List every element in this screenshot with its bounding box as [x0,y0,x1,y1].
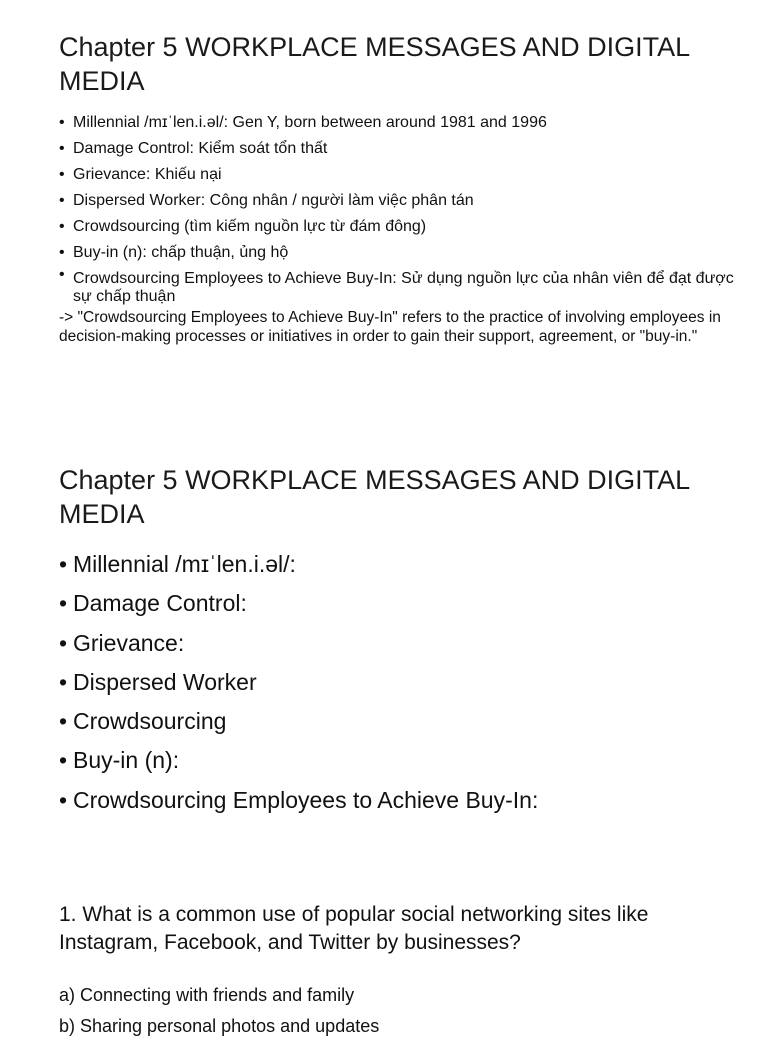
slide-2-title: Chapter 5 WORKPLACE MESSAGES AND DIGITAL MEDIA [59,465,690,529]
bullet-item: • Millennial /mɪˈlen.i.əl/: Gen Y, born between around 1981 and 1996 [59,110,748,136]
bullet-item: • Crowdsourcing (tìm kiếm nguồn lực từ đám đông) [59,214,748,240]
bullet-item: • Buy-in (n): [59,741,748,780]
slide-2 [59,463,748,820]
slide-1 [59,30,748,362]
bullet-item: • Dispersed Worker [59,663,748,702]
answer-option: a) Connecting with friends and family [59,985,355,1005]
bullet-item: • Crowdsourcing Employees to Achieve Buy-In: [59,781,748,820]
bullet-item: • Buy-in (n): chấp thuận, ủng hộ [59,240,748,266]
bullet-item: • Millennial /mɪˈlen.i.əl/: [59,545,748,584]
bullet-item: • Damage Control: [59,584,748,623]
bullet-item: • Crowdsourcing Employees to Achieve Buy-In: Sử dụng nguồn lực của nhân viên để đạt được sự chấp thuận [59,266,748,306]
bullet-item: • Grievance: [59,624,748,663]
question-text: 1. What is a common use of popular social networking sites like Instagram, Facebook, and Twitter by businesses? [59,903,649,954]
bullet-item: • Dispersed Worker: Công nhân / người làm việc phân tán [59,188,748,214]
bullet-item: • Crowdsourcing [59,702,748,741]
bullet-item: • Grievance: Khiếu nại [59,162,748,188]
answer-option: b) Sharing personal photos and updates [59,1016,380,1036]
bullet-item: • Damage Control: Kiểm soát tổn thất [59,136,748,162]
slide-1-note: -> "Crowdsourcing Employees to Achieve Buy-In" refers to the practice of involving employees in decision-making processes or initiatives in order to gain their support, agreement, or "buy-in." [59,309,721,345]
slide-2-bullet-list [59,545,748,820]
slide-1-bullet-list [59,110,748,306]
slide-3 [59,901,748,1040]
slide-1-title: Chapter 5 WORKPLACE MESSAGES AND DIGITAL MEDIA [59,32,690,96]
